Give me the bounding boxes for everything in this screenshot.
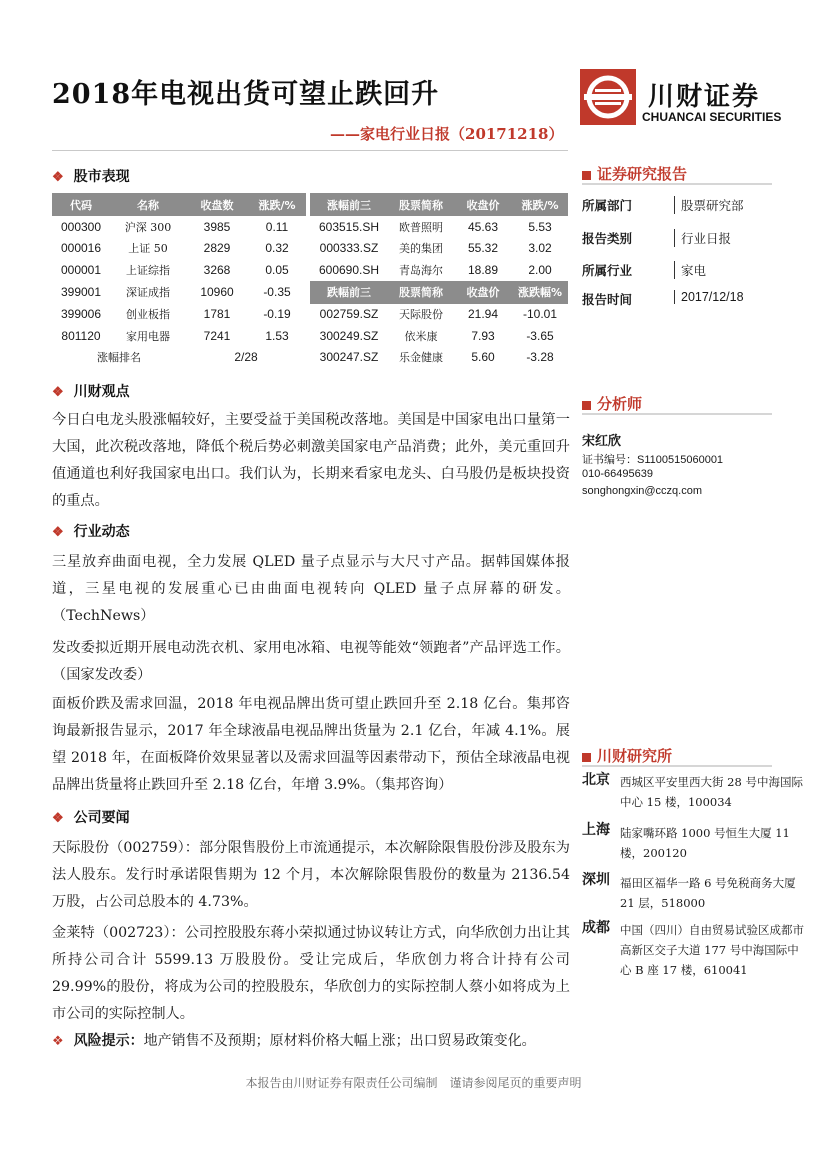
- stock-change: -3.28: [526, 350, 554, 365]
- stock-code: 600690.SH: [318, 262, 380, 277]
- index-name: 沪深 300: [124, 220, 172, 234]
- stock-code: 002759.SZ: [319, 307, 379, 322]
- industry-paragraph-2: 发改委拟近期开展电动洗衣机、家用电冰箱、电视等能效“领跑者”产品评选工作。（国家发改委）: [52, 640, 570, 683]
- column-header: 收盘数: [186, 193, 248, 216]
- column-header: 收盘价: [454, 193, 512, 216]
- table-row: [52, 238, 568, 260]
- index-close: 10960: [200, 285, 234, 299]
- analyst-divider: [582, 413, 772, 415]
- page-subtitle: ——家电行业日报（20171218）: [330, 125, 564, 143]
- stock-change: -10.01: [522, 307, 558, 322]
- info-label: 所属行业: [582, 263, 633, 278]
- analyst-name: 宋红欣: [582, 434, 622, 449]
- analyst-phone: 010-66495639: [582, 468, 653, 480]
- info-label: 所属部门: [582, 198, 633, 213]
- table-row: [52, 347, 568, 369]
- column-header: 收盘价: [454, 281, 512, 304]
- report-section-heading: [582, 163, 687, 184]
- table-row: [52, 304, 568, 326]
- index-name: 上证综指: [126, 263, 170, 277]
- stock-close: 18.89: [467, 262, 499, 277]
- report-section-title: 证券研究报告: [597, 165, 688, 183]
- column-header: 名称: [110, 193, 186, 216]
- brand-name-cn: 川财证券: [648, 82, 761, 112]
- index-name: 深证成指: [126, 286, 170, 299]
- report-info-industry: [582, 261, 782, 281]
- index-name: 上证 50: [128, 242, 168, 256]
- index-change: 0.11: [265, 219, 289, 234]
- index-name: 家用电器: [126, 329, 170, 343]
- risk-label: 风险提示：: [73, 1033, 144, 1049]
- column-header: 涨幅前三: [310, 193, 388, 216]
- column-header: 股票简称: [388, 281, 454, 304]
- report-divider: [582, 183, 772, 185]
- stock-change: -3.65: [526, 328, 554, 343]
- industry-section-title: 行业动态: [73, 524, 130, 540]
- risk-note: [52, 1030, 572, 1050]
- index-code: 399006: [60, 307, 102, 322]
- index-close: 2829: [203, 241, 231, 256]
- info-label: 报告时间: [582, 292, 633, 307]
- rank-value: 2/28: [234, 350, 258, 365]
- institute-divider: [582, 765, 772, 767]
- table-row: [52, 216, 568, 238]
- company-section-heading: [52, 807, 130, 827]
- view-paragraph: 今日白电龙头股涨幅较好，主要受益于美国税改落地。美国是中国家电出口量第一大国，此次税改落地，降低个税后势必刺激美国家电产品消费；此外，美元重回升值通道也利好我国家电出口。我们认为，长期来看家电龙头、白马股仍是板块投资的重点。: [52, 412, 570, 509]
- company-section-title: 公司要闻: [73, 810, 130, 826]
- index-close: 7241: [203, 328, 231, 343]
- stock-name: 依米康: [404, 329, 438, 343]
- stock-change: 5.53: [528, 219, 552, 234]
- info-value: 2017/12/18: [674, 290, 744, 304]
- index-code: 801120: [61, 328, 101, 343]
- diamond-bullet-icon: ❖: [52, 385, 64, 400]
- brand-name-en: CHUANCAI SECURITIES: [642, 110, 782, 124]
- diamond-bullet-icon: ❖: [52, 811, 64, 826]
- index-change: -0.35: [263, 285, 291, 299]
- industry-paragraph-1: 三星放弃曲面电视，全力发展 QLED 量子点显示与大尺寸产品。据韩国媒体报道，三星电视的发展重心已由曲面电视转向 QLED 量子点屏幕的研发。（TechNews）: [52, 554, 570, 624]
- column-header: 代码: [52, 193, 110, 216]
- index-code: 000001: [60, 262, 102, 277]
- report-info-category: [582, 229, 782, 249]
- office-address-shenzhen: 福田区福华一路 6 号免税商务大厦 21 层，518000: [620, 876, 796, 910]
- office-city-chengdu: 成都: [582, 920, 610, 936]
- institute-section-title: 川财研究所: [597, 747, 673, 765]
- market-table: [52, 193, 568, 368]
- report-info-department: [582, 196, 782, 216]
- stock-close: 55.32: [467, 241, 499, 256]
- square-bullet-icon: [582, 171, 591, 180]
- company-paragraph-2: 金莱特（002723）：公司控股股东蒋小荣拟通过协议转让方式，向华欣创力出让其所持公司合计 5599.13 万股股份。受让完成后，华欣创力将合计持有公司 29.99%的股份，将成为公司的控股股东，华欣创力的实际控制人蔡小如将成为上市公司的实际控制人。: [52, 925, 570, 1022]
- diamond-bullet-icon: ❖: [52, 170, 64, 185]
- diamond-bullet-icon: ❖: [52, 1034, 64, 1049]
- page-title: 2018年电视出货可望止跌回升: [52, 79, 440, 110]
- square-bullet-icon: [582, 401, 591, 410]
- index-change: 1.53: [265, 328, 289, 343]
- office-address-chengdu: 中国（四川）自由贸易试验区成都市高新区交子大道 177 号中海国际中心 B 座 17 楼，610041: [620, 923, 804, 977]
- column-header: 股票简称: [388, 193, 454, 216]
- stock-code: 000333.SZ: [319, 241, 379, 256]
- index-name: 创业板指: [126, 308, 170, 322]
- analyst-section-title: 分析师: [597, 395, 643, 413]
- brand-logo-icon: [580, 69, 636, 125]
- stock-close: 7.93: [471, 328, 495, 343]
- table-row: [52, 281, 568, 304]
- table-header-row: [52, 193, 568, 216]
- analyst-section-heading: [582, 393, 642, 414]
- analyst-email[interactable]: songhongxin@cczq.com: [582, 485, 703, 497]
- index-close: 1781: [203, 307, 231, 322]
- office-list: [582, 769, 804, 1059]
- stock-close: 45.63: [467, 219, 499, 234]
- office-address-shanghai: 陆家嘴环路 1000 号恒生大厦 11 楼，200120: [620, 826, 790, 860]
- analyst-cert: 证书编号：S1100515060001: [582, 454, 724, 466]
- stock-close: 21.94: [467, 307, 499, 322]
- index-code: 399001: [60, 285, 102, 299]
- index-change: 0.32: [265, 241, 289, 256]
- stock-code: 603515.SH: [318, 219, 380, 234]
- office-city-beijing: 北京: [582, 772, 610, 788]
- risk-text: 地产销售不及预期；原材料价格大幅上涨；出口贸易政策变化。: [143, 1033, 536, 1049]
- stock-name: 美的集团: [399, 242, 443, 256]
- info-value: 股票研究部: [674, 196, 744, 214]
- stock-name: 天际股份: [399, 308, 443, 322]
- column-header: 涨跌/%: [248, 193, 306, 216]
- office-city-shenzhen: 深圳: [582, 872, 610, 888]
- index-change: -0.19: [263, 307, 291, 322]
- stock-code: 300247.SZ: [319, 350, 379, 365]
- info-label: 报告类别: [582, 231, 633, 246]
- stock-code: 300249.SZ: [319, 328, 379, 343]
- report-info-date: [582, 290, 782, 310]
- index-change: 0.05: [265, 262, 289, 277]
- view-section-heading: [52, 381, 130, 401]
- index-code: 000016: [60, 241, 102, 256]
- industry-paragraph-3: 面板价跌及需求回温，2018 年电视品牌出货可望止跌回升至 2.18 亿台。集邦咨询最新报告显示，2017 年全球液晶电视品牌出货量为 2.1 亿台，年减 4.1%。展望 2018 年，在面板降价效果显著以及需求回温等因素带动下，预估全球液晶电视品牌出货量将止跌回升至 2.18 亿台，年增 3.9%。（集邦咨询）: [52, 696, 570, 793]
- column-header: 跌幅前三: [310, 281, 388, 304]
- stock-close: 5.60: [471, 350, 495, 365]
- industry-section-heading: [52, 521, 130, 541]
- market-performance-table: [52, 193, 568, 368]
- stock-name: 青岛海尔: [399, 263, 443, 277]
- square-bullet-icon: [582, 753, 591, 762]
- company-paragraph-1: 天际股份（002759）：部分限售股份上市流通提示，本次解除限售股份涉及股东为法人股东。发行时承诺限售期为 12 个月，本次解除限售股份的数量为 2136.54 万股，占公司总股本的 4.73%。: [52, 840, 570, 910]
- table-row: [52, 325, 568, 347]
- stock-name: 乐金健康: [399, 351, 443, 365]
- office-address-beijing: 西城区平安里西大街 28 号中海国际中心 15 楼，100034: [620, 775, 803, 809]
- index-close: 3985: [203, 219, 231, 234]
- page-footer: 本报告由川财证券有限责任公司编制 谨请参阅尾页的重要声明: [245, 1076, 582, 1090]
- stock-change: 2.00: [528, 262, 552, 277]
- table-row: [52, 259, 568, 281]
- index-close: 3268: [203, 262, 231, 277]
- stock-change: 3.02: [528, 241, 552, 256]
- header-divider: [52, 150, 568, 151]
- column-header: 涨跌/%: [512, 193, 568, 216]
- info-value: 家电: [674, 261, 706, 279]
- institute-section-heading: [582, 745, 672, 766]
- info-value: 行业日报: [674, 229, 731, 247]
- index-code: 000300: [60, 219, 102, 234]
- office-city-shanghai: 上海: [582, 822, 610, 838]
- column-header: 涨跌幅%: [512, 281, 568, 304]
- rank-label: 涨幅排名: [97, 351, 141, 365]
- diamond-bullet-icon: ❖: [52, 525, 64, 540]
- view-section-title: 川财观点: [73, 384, 130, 400]
- stock-name: 欧普照明: [399, 220, 443, 234]
- market-section-title: 股市表现: [73, 169, 130, 185]
- market-section-heading: [52, 166, 130, 186]
